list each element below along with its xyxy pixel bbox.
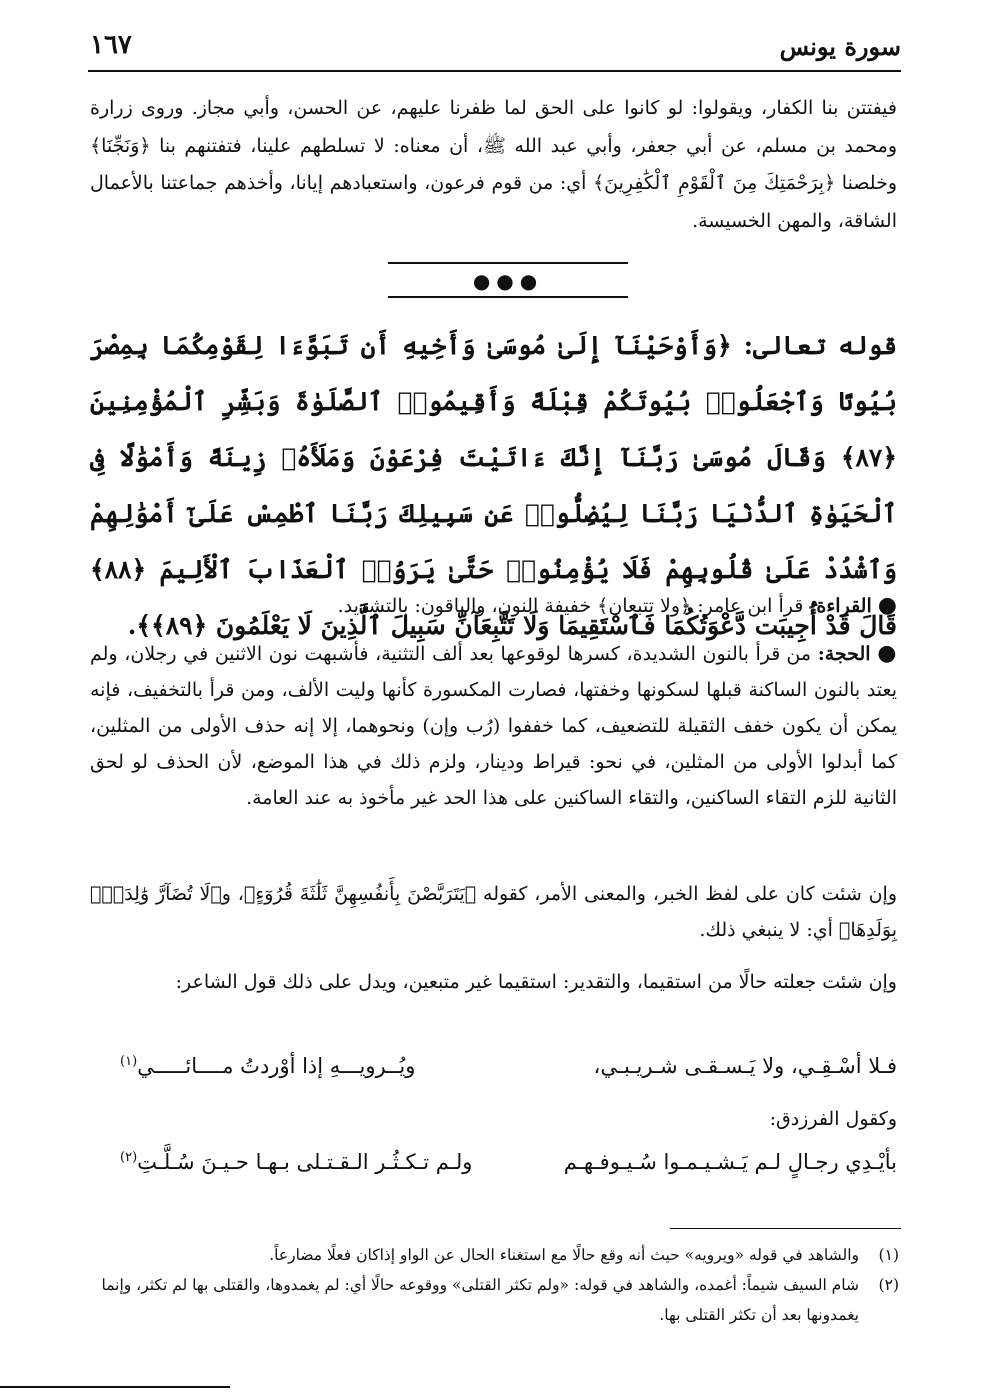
verse-text: ﴿وَأَوْحَيْنَآ إِلَىٰ مُوسَىٰ وَأَخِيهِ أَن تَبَوَّءَا لِقَوْمِكُمَا بِمِصْرَ بُيُوتًا وَٱجْعَلُوا۟ بُيُوتَكُمْ قِبْلَةً وَأَقِيمُوا۟ ٱلصَّلَوٰةَ وَبَشِّرِ ٱلْمُؤْمِنِينَ ﴿٨٧﴾ وَقَالَ مُوسَىٰ رَبَّنَآ إِنَّكَ ءَاتَيْتَ فِرْعَوْنَ وَمَلَأَهُۥ زِينَةً وَأَمْوَٰلًا فِى ٱلْحَيَوٰةِ ٱلدُّنْيَا رَبَّنَا لِيُضِلُّوا۟ عَن سَبِيلِكَ رَبَّنَا ٱطْمِسْ عَلَىٰٓ أَمْوَٰلِهِمْ وَٱشْدُدْ عَلَىٰ قُلُوبِهِمْ فَلَا يُؤْمِنُوا۟ حَتَّىٰ يَرَوُا۟ ٱلْعَذَابَ ٱلْأَلِيمَ ﴿٨٨﴾ قَالَ قَدْ أُجِيبَت دَّعْوَتُكُمَا فَٱسْتَقِيمَا وَلَا تَتَّبِعَآنِّ سَبِيلَ ٱلَّذِينَ لَا يَعْلَمُونَ ﴿٨٩﴾﴾.	[90, 331, 897, 640]
khabar-paragraph	[90, 876, 897, 948]
poem-verse-1	[120, 1054, 897, 1094]
verse-lead: قوله تعالى:	[743, 331, 897, 360]
hal-paragraph	[90, 964, 897, 1000]
separator-rule-top	[388, 262, 628, 264]
poem1-hemistich-1: فـلا أسْـقِـي، ولا يَـسـقـى شـريـبـي،	[593, 1054, 897, 1078]
footnote-item	[92, 1270, 899, 1330]
surah-title: سورة يونس	[779, 32, 901, 61]
footnote-rule	[670, 1228, 901, 1229]
bullet-icon: ●	[877, 641, 897, 666]
header-rule	[88, 70, 901, 72]
footnote-number: (١)	[878, 1246, 899, 1264]
intro-paragraph	[90, 90, 897, 240]
bullet-icon: ●	[877, 593, 897, 618]
intro-text: فيفتتن بنا الكفار، ويقولوا: لو كانوا على الحق لما ظفرنا عليهم، عن الحسن، وأبي مجاز. وروى زرارة ومحمد بن مسلم، عن أبي جعفر، وأبي عبد الله ﷺ، أن معناه: لا تسلطهم علينا، فتفتنهم بنا ﴿وَنَجِّنَا﴾ وخلصنا ﴿بِرَحْمَتِكَ مِنَ ٱلْقَوْمِ ٱلْكَٰفِرِينَ﴾ أي: من قوم فرعون، واستعبادهم إيانا، وأخذهم جماعتنا بالأعمال الشاقة، والمهن الخسيسة.	[90, 97, 897, 232]
khabar-text: وإن شئت كان على لفظ الخبر، والمعنى الأمر، كقوله ﴿يَتَرَبَّصْنَ بِأَنفُسِهِنَّ ثَلَٰثَةَ قُرُوٓءٍ﴾، و﴿لَا تُضَآرَّ وَٰلِدَةٌۢ بِوَلَدِهَا﴾ أي: لا ينبغي ذلك.	[90, 883, 897, 941]
poem-verse-2	[120, 1150, 897, 1190]
footnote-number: (٢)	[878, 1276, 899, 1294]
separator-dots: ●●●	[472, 269, 544, 293]
footnote-ref-2: (٢)	[120, 1150, 138, 1165]
footnote-item	[92, 1240, 899, 1270]
hal-text: وإن شئت جعلته حالًا من استقيما، والتقدير: استقيما غير متبعين، ويدل على ذلك قول الشاعر:	[175, 971, 897, 993]
separator-rule-bottom	[388, 296, 628, 298]
footnote-ref-1: (١)	[120, 1054, 138, 1069]
poem2-hemistich-1: بأيْـدِي رجـالٍ لـم يَـشـيـمـوا سُـيـوفـهـم	[563, 1150, 897, 1174]
section-separator	[388, 262, 628, 300]
footnote-text: والشاهد في قوله «ويرويه» حيث أنه وقع حالًا مع استغناء الحال عن الواو إذاكان فعلًا مضارعاً.	[269, 1246, 859, 1264]
hujja-label: الحجة:	[817, 643, 871, 665]
poem1-hemistich-2: ويُــرويـــهِ إذا أوْردتُ مــــائـــــي	[137, 1054, 416, 1078]
footnote-text: شام السيف شيماً: أغمده، والشاهد في قوله: «ولم تكثر القتلى» ووقوعه حالًا أي: لم يغمدوها، والقتلى بها لم تكثر، وإنما يغمدونها بعد أن تكثر القتلى بها.	[101, 1276, 859, 1324]
page-number: ١٦٧	[90, 30, 132, 60]
page-header	[90, 28, 901, 70]
farazdaq-intro: وكقول الفرزدق:	[769, 1108, 897, 1130]
qiraa-label: القراءة:	[809, 595, 872, 617]
bottom-edge-rule	[0, 1386, 230, 1388]
poem2-hemistich-2: ولـم تـكـثُـر الـقـتـلى بـهـا حـيـنَ سُـلَّـتِ	[137, 1150, 473, 1174]
qiraa-section	[90, 588, 897, 624]
hujja-text: من قرأ بالنون الشديدة، كسرها لوقوعها بعد ألف التثنية، فأشبهت نون الاثنين في رجلان، ولم يعتد بالنون الساكنة قبلها لسكونها وخفتها، فصارت المكسورة كأنها وليت الألف، ومن قرأ بالتخفيف، فإنه يمكن أن يكون خفف الثقيلة للتضعيف، كما خففوا (رُب وإن) ونحوهما، إلا إنه حذف الأولى من المثلين، كما أبدلوا الأولى من المثلين، في نحو: قيراط ودينار، ولزم ذلك في هذا الموضع، لأن الحذف لو لحق الثانية للزم التقاء الساكنين، والتقاء الساكنين على هذا الحد غير مأخوذ به عند العامة.	[90, 643, 897, 809]
qiraa-text: قرأ ابن عامر: ﴿ولا تتبعان﴾ خفيفة النون، والباقون: بالتشديد.	[337, 595, 804, 617]
hujja-section	[90, 636, 897, 816]
footnotes	[92, 1240, 899, 1330]
